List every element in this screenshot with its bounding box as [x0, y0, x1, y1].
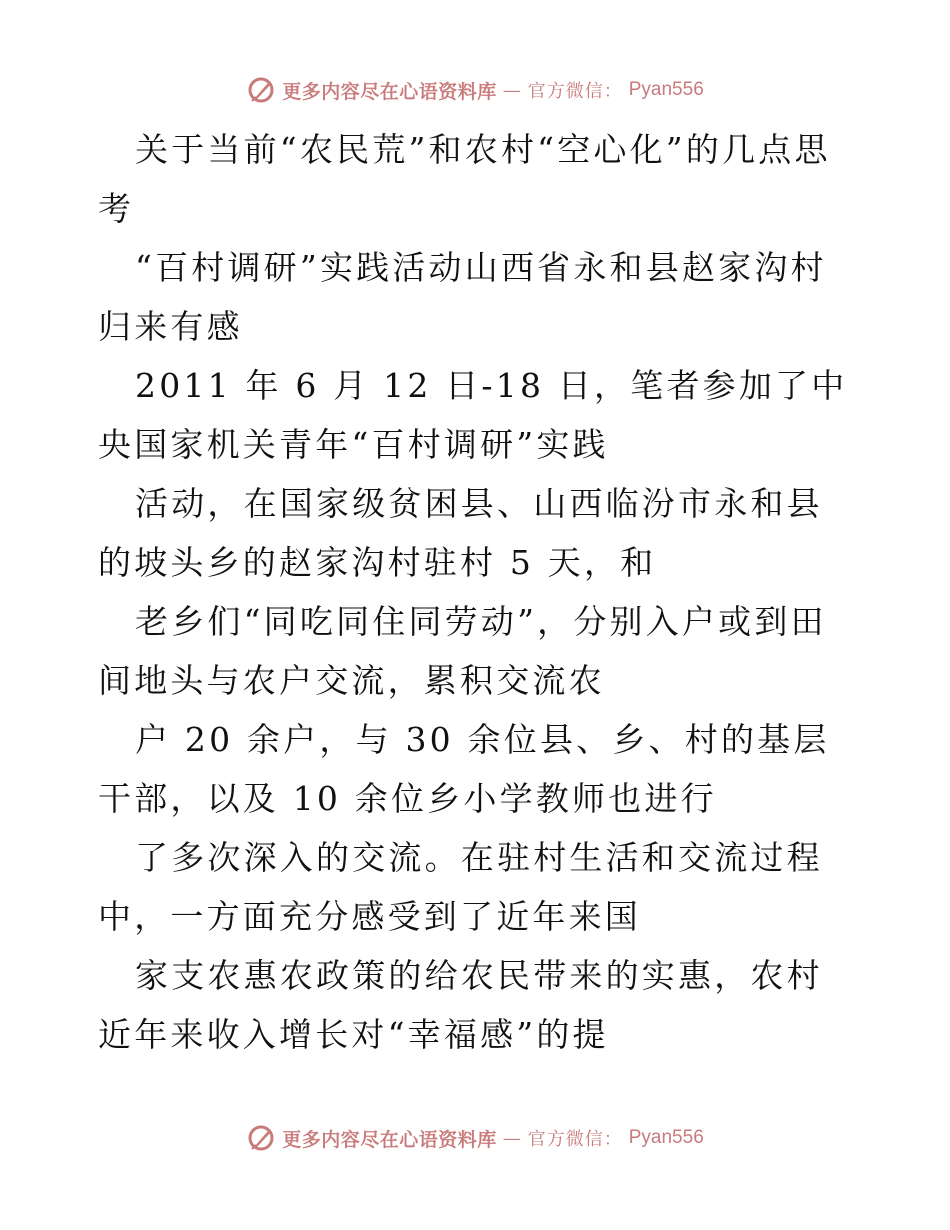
watermark-banner-bottom: [0, 1118, 950, 1158]
paragraph-3: 老乡们“同吃同住同劳动”，分别入户或到田间地头与农户交流，累积交流农: [98, 602, 827, 700]
paragraph-2: 活动，在国家级贫困县、山西临汾市永和县的坡头乡的赵家沟村驻村 5 天，和: [98, 484, 823, 582]
quill-logo-icon: [246, 75, 276, 105]
paragraph-5: 了多次深入的交流。在驻村生活和交流过程中，一方面充分感受到了近年来国: [98, 838, 823, 936]
banner-wechat-id: Pyan556: [628, 1127, 704, 1148]
paragraph-6: 家支农惠农政策的给农民带来的实惠，农村近年来收入增长对“幸福感”的提: [98, 956, 823, 1054]
banner-main-text: 更多内容尽在心语资料库: [282, 1128, 497, 1151]
document-subtitle: “百村调研”实践活动山西省永和县赵家沟村归来有感: [98, 248, 827, 346]
banner-main-text: 更多内容尽在心语资料库: [282, 80, 497, 103]
paragraph-1: 2011 年 6 月 12 日-18 日，笔者参加了中央国家机关青年“百村调研”实践: [98, 366, 848, 464]
banner-sub-text: 官方微信：: [527, 81, 623, 102]
document-title: 关于当前“农民荒”和农村“空心化”的几点思考: [98, 130, 831, 228]
quill-logo-icon: [246, 1123, 276, 1153]
banner-dash: —: [502, 79, 522, 101]
banner-sub-text: 官方微信：: [527, 1129, 623, 1150]
watermark-banner-top: [0, 70, 950, 110]
document-body: [98, 120, 858, 1064]
banner-dash: —: [502, 1127, 522, 1149]
paragraph-4: 户 20 余户，与 30 余位县、乡、村的基层干部，以及 10 余位乡小学教师也进行: [98, 720, 830, 818]
banner-wechat-id: Pyan556: [628, 79, 704, 100]
